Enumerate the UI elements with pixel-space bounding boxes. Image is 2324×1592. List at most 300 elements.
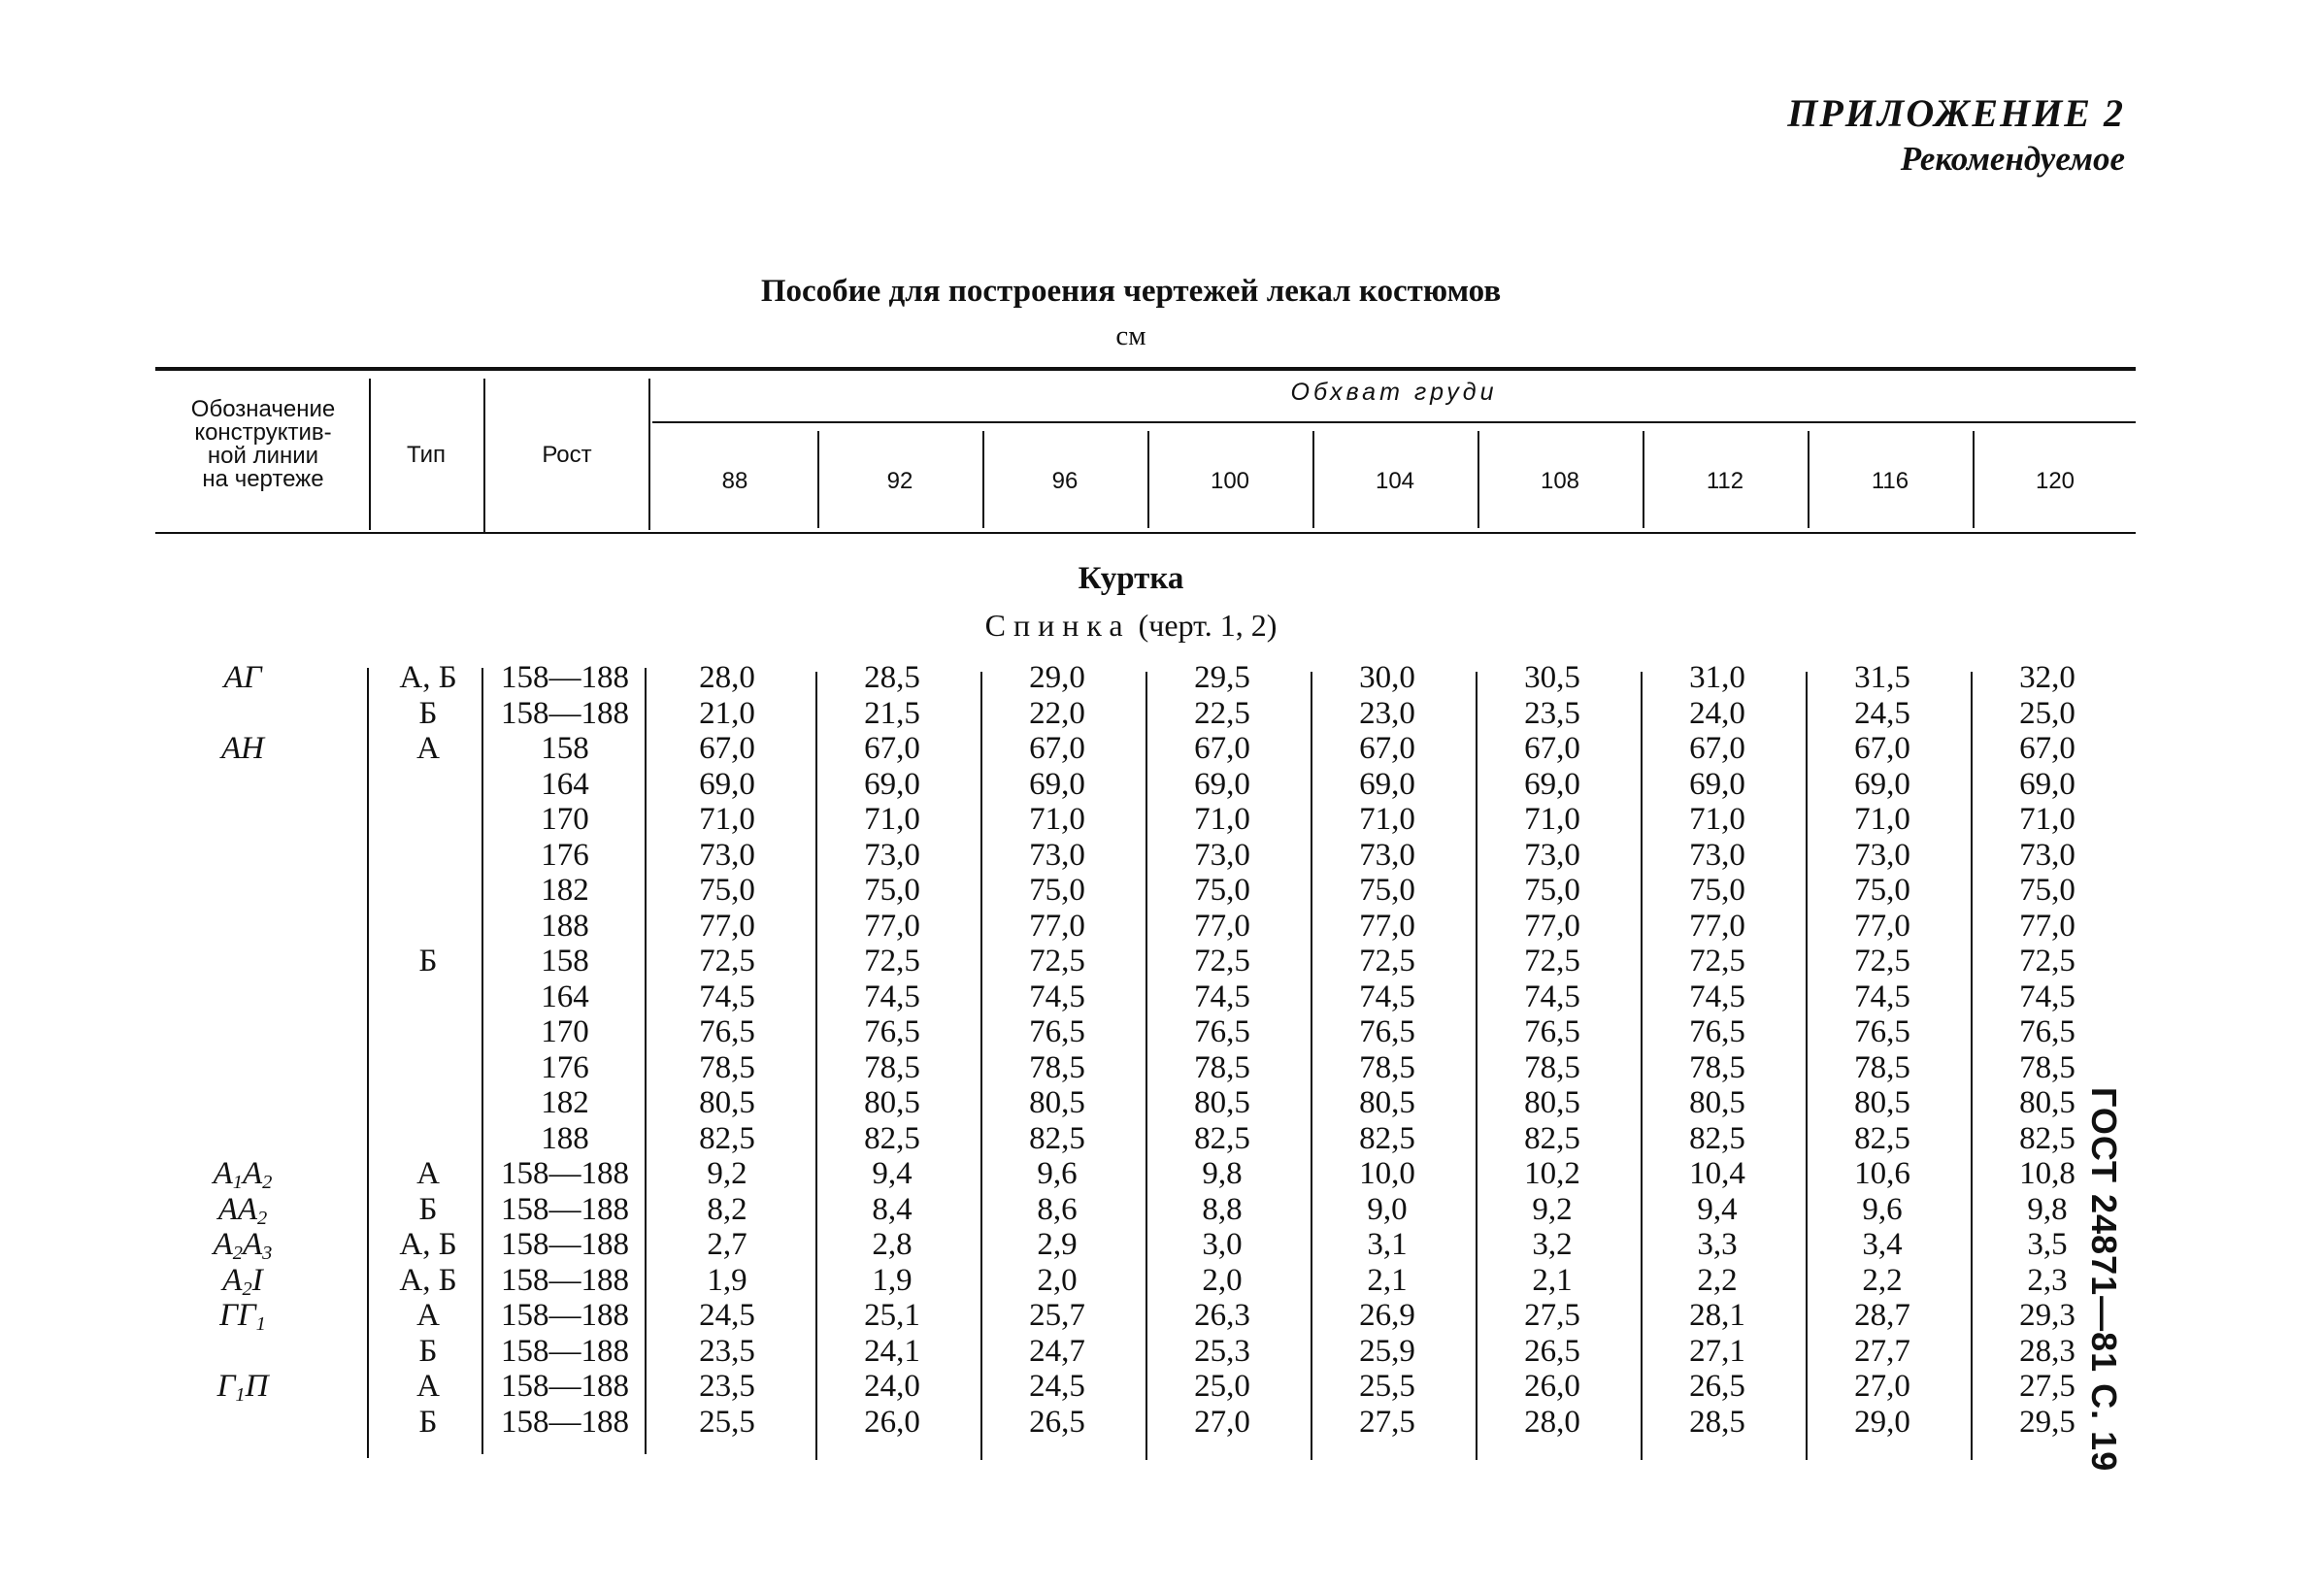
table-row xyxy=(0,1085,2262,1121)
header-size-divider xyxy=(1973,431,1975,528)
value-cell: 72,5 xyxy=(1854,944,1910,978)
value-cell: 74,5 xyxy=(1194,978,1250,1014)
designation-subscript: 2 xyxy=(232,1243,243,1265)
value-cell: 27,5 xyxy=(1359,1404,1415,1440)
value-cell: 2,1 xyxy=(1532,1262,1573,1298)
value-cell: 9,2 xyxy=(1532,1191,1573,1227)
value-cell: 25,9 xyxy=(1359,1333,1415,1369)
value-cell: 77,0 xyxy=(1029,908,1085,944)
value-cell: 69,0 xyxy=(1359,766,1415,802)
value-cell: 24,0 xyxy=(864,1369,920,1404)
type-cell xyxy=(377,1014,480,1050)
value-cell: 74,5 xyxy=(864,978,920,1014)
height-cell: 158 xyxy=(541,944,589,978)
type-cell xyxy=(377,979,480,1015)
designation-cell xyxy=(146,767,340,803)
designation-cell: $ГГ_1$ xyxy=(219,1298,266,1336)
subsection-ref: (черт. 1, 2) xyxy=(1138,608,1278,643)
height-cell: 158—188 xyxy=(501,1262,629,1298)
designation-cell xyxy=(146,1085,340,1121)
value-cell: 71,0 xyxy=(1524,802,1580,837)
designation-cell xyxy=(146,1405,340,1441)
header-size-divider xyxy=(1147,431,1149,528)
designation-subscript: 1 xyxy=(255,1313,266,1336)
value-cell: 29,5 xyxy=(2019,1404,2075,1440)
table-row xyxy=(0,767,2262,803)
header-vline-3 xyxy=(648,379,650,530)
table-row xyxy=(0,1121,2262,1157)
designation-cell: АГ xyxy=(223,660,262,695)
value-cell: 75,0 xyxy=(699,873,755,908)
value-cell: 2,0 xyxy=(1037,1262,1078,1298)
designation-subscript: 1 xyxy=(235,1384,246,1407)
designation-cell xyxy=(146,802,340,838)
value-cell: 24,0 xyxy=(1689,695,1745,731)
value-cell: 69,0 xyxy=(1029,766,1085,802)
value-cell: 80,5 xyxy=(1689,1085,1745,1120)
value-cell: 72,5 xyxy=(2019,944,2075,978)
value-cell: 75,0 xyxy=(1689,873,1745,908)
value-cell: 23,0 xyxy=(1359,695,1415,731)
value-cell: 71,0 xyxy=(1689,802,1745,837)
type-cell xyxy=(377,1121,480,1157)
value-cell: 1,9 xyxy=(872,1262,913,1298)
value-cell: 76,5 xyxy=(1194,1014,1250,1049)
value-cell: 25,3 xyxy=(1194,1333,1250,1369)
value-cell: 76,5 xyxy=(864,1014,920,1049)
value-cell: 72,5 xyxy=(699,944,755,978)
type-cell: Б xyxy=(418,1333,438,1369)
value-cell: 71,0 xyxy=(1854,802,1910,837)
value-cell: 25,0 xyxy=(2019,695,2075,731)
value-cell: 82,5 xyxy=(2019,1120,2075,1156)
header-size-divider xyxy=(1477,431,1479,528)
value-cell: 2,1 xyxy=(1367,1262,1408,1298)
value-cell: 80,5 xyxy=(1359,1085,1415,1120)
designation-cell xyxy=(146,873,340,909)
value-cell: 9,8 xyxy=(2027,1191,2068,1227)
value-cell: 26,5 xyxy=(1524,1333,1580,1369)
table-row xyxy=(0,1227,2262,1263)
value-cell: 26,5 xyxy=(1689,1369,1745,1404)
header-chest-group: Обхват груди xyxy=(1290,379,1498,406)
value-cell: 73,0 xyxy=(864,837,920,873)
value-cell: 29,5 xyxy=(1194,660,1250,695)
table-row xyxy=(0,979,2262,1015)
value-cell: 3,4 xyxy=(1862,1227,1903,1262)
designation-cell: $А_1А_2$ xyxy=(213,1156,273,1194)
value-cell: 9,6 xyxy=(1037,1156,1078,1191)
table-row xyxy=(0,1298,2262,1334)
value-cell: 75,0 xyxy=(1194,873,1250,908)
value-cell: 77,0 xyxy=(1854,908,1910,944)
value-cell: 28,7 xyxy=(1854,1298,1910,1333)
designation-cell xyxy=(146,1014,340,1050)
value-cell: 67,0 xyxy=(1029,731,1085,766)
value-cell: 2,8 xyxy=(872,1227,913,1262)
table-row xyxy=(0,802,2262,838)
header-bottom-rule xyxy=(155,532,2136,534)
table-row xyxy=(0,1263,2262,1299)
value-cell: 75,0 xyxy=(1524,873,1580,908)
value-cell: 73,0 xyxy=(1359,837,1415,873)
value-cell: 24,5 xyxy=(1029,1369,1085,1404)
value-cell: 8,2 xyxy=(707,1191,747,1227)
type-cell xyxy=(377,838,480,874)
value-cell: 31,5 xyxy=(1854,660,1910,695)
height-cell: 170 xyxy=(541,802,589,837)
value-cell: 26,0 xyxy=(1524,1369,1580,1404)
table-row xyxy=(0,1192,2262,1228)
value-cell: 77,0 xyxy=(1689,908,1745,944)
value-cell: 71,0 xyxy=(1194,802,1250,837)
value-cell: 78,5 xyxy=(1194,1049,1250,1085)
value-cell: 75,0 xyxy=(1854,873,1910,908)
value-cell: 78,5 xyxy=(1029,1049,1085,1085)
height-cell: 164 xyxy=(541,766,589,802)
value-cell: 9,4 xyxy=(872,1156,913,1191)
type-cell: А, Б xyxy=(399,1262,457,1298)
height-cell: 182 xyxy=(541,1085,589,1120)
height-cell: 158—188 xyxy=(501,1191,629,1227)
value-cell: 22,5 xyxy=(1194,695,1250,731)
value-cell: 82,5 xyxy=(1854,1120,1910,1156)
value-cell: 78,5 xyxy=(699,1049,755,1085)
value-cell: 80,5 xyxy=(1524,1085,1580,1120)
table-row xyxy=(0,1156,2262,1192)
value-cell: 77,0 xyxy=(864,908,920,944)
group-rule xyxy=(652,421,2136,423)
value-cell: 67,0 xyxy=(1689,731,1745,766)
value-cell: 10,4 xyxy=(1689,1156,1745,1191)
type-cell: Б xyxy=(418,695,438,731)
value-cell: 27,0 xyxy=(1194,1404,1250,1440)
value-cell: 71,0 xyxy=(1029,802,1085,837)
height-cell: 188 xyxy=(541,908,589,944)
table-row xyxy=(0,1050,2262,1086)
value-cell: 10,2 xyxy=(1524,1156,1580,1191)
value-cell: 75,0 xyxy=(1029,873,1085,908)
value-cell: 74,5 xyxy=(1029,978,1085,1014)
value-cell: 69,0 xyxy=(1524,766,1580,802)
value-cell: 23,5 xyxy=(699,1333,755,1369)
value-cell: 2,2 xyxy=(1697,1262,1738,1298)
value-cell: 9,4 xyxy=(1697,1191,1738,1227)
value-cell: 32,0 xyxy=(2019,660,2075,695)
value-cell: 75,0 xyxy=(1359,873,1415,908)
height-cell: 188 xyxy=(541,1120,589,1156)
value-cell: 28,5 xyxy=(864,660,920,695)
value-cell: 77,0 xyxy=(2019,908,2075,944)
value-cell: 73,0 xyxy=(1194,837,1250,873)
header-size-divider xyxy=(1808,431,1809,528)
value-cell: 10,0 xyxy=(1359,1156,1415,1191)
value-cell: 25,1 xyxy=(864,1298,920,1333)
value-cell: 71,0 xyxy=(864,802,920,837)
designation-subscript: 2 xyxy=(257,1207,268,1229)
value-cell: 82,5 xyxy=(864,1120,920,1156)
value-cell: 69,0 xyxy=(2019,766,2075,802)
header-size-divider xyxy=(1643,431,1644,528)
value-cell: 71,0 xyxy=(2019,802,2075,837)
value-cell: 80,5 xyxy=(1194,1085,1250,1120)
value-cell: 73,0 xyxy=(1029,837,1085,873)
type-cell: А xyxy=(416,731,440,766)
designation-cell: $А_2I$ xyxy=(222,1262,263,1300)
value-cell: 73,0 xyxy=(1524,837,1580,873)
value-cell: 30,5 xyxy=(1524,660,1580,695)
value-cell: 21,5 xyxy=(864,695,920,731)
header-designation: Обозначение конструктив- ной линии на чертеже xyxy=(190,396,336,492)
table-row xyxy=(0,1014,2262,1050)
value-cell: 3,3 xyxy=(1697,1227,1738,1262)
type-cell: А, Б xyxy=(399,660,457,695)
value-cell: 2,3 xyxy=(2027,1262,2068,1298)
chest-size-120: 120 xyxy=(2035,468,2075,494)
value-cell: 69,0 xyxy=(699,766,755,802)
value-cell: 29,3 xyxy=(2019,1298,2075,1333)
gost-side-label: ГОСТ 24871—81 С. 19 xyxy=(2084,1087,2124,1473)
table-row xyxy=(0,838,2262,874)
type-cell: Б xyxy=(418,944,438,978)
value-cell: 26,5 xyxy=(1029,1404,1085,1440)
height-cell: 158—188 xyxy=(501,1227,629,1262)
value-cell: 69,0 xyxy=(1854,766,1910,802)
chest-size-92: 92 xyxy=(886,468,913,494)
section-subtitle xyxy=(0,608,2262,644)
designation-cell: $А_2А_3$ xyxy=(213,1227,273,1265)
value-cell: 76,5 xyxy=(1689,1014,1745,1049)
height-cell: 158—188 xyxy=(501,695,629,731)
value-cell: 82,5 xyxy=(1359,1120,1415,1156)
type-cell xyxy=(377,802,480,838)
value-cell: 72,5 xyxy=(1524,944,1580,978)
designation-cell xyxy=(146,1121,340,1157)
value-cell: 82,5 xyxy=(1524,1120,1580,1156)
value-cell: 23,5 xyxy=(699,1369,755,1404)
value-cell: 76,5 xyxy=(699,1014,755,1049)
value-cell: 25,7 xyxy=(1029,1298,1085,1333)
unit-label: см xyxy=(1115,320,1146,351)
value-cell: 26,0 xyxy=(864,1404,920,1440)
height-cell: 158—188 xyxy=(501,1156,629,1191)
value-cell: 28,3 xyxy=(2019,1333,2075,1369)
designation-cell xyxy=(146,838,340,874)
height-cell: 158—188 xyxy=(501,1369,629,1404)
value-cell: 1,9 xyxy=(707,1262,747,1298)
value-cell: 82,5 xyxy=(699,1120,755,1156)
value-cell: 9,2 xyxy=(707,1156,747,1191)
value-cell: 80,5 xyxy=(2019,1085,2075,1120)
designation-subscript: 2 xyxy=(262,1172,273,1194)
table-top-rule xyxy=(155,367,2136,371)
value-cell: 73,0 xyxy=(2019,837,2075,873)
appendix-status: Рекомендуемое xyxy=(1900,140,2125,178)
table-row xyxy=(0,696,2262,732)
value-cell: 9,8 xyxy=(1202,1156,1243,1191)
type-cell: А xyxy=(416,1298,440,1333)
value-cell: 67,0 xyxy=(1854,731,1910,766)
type-cell: А xyxy=(416,1156,440,1191)
value-cell: 9,6 xyxy=(1862,1191,1903,1227)
value-cell: 3,0 xyxy=(1202,1227,1243,1262)
value-cell: 27,5 xyxy=(1524,1298,1580,1333)
value-cell: 25,5 xyxy=(699,1404,755,1440)
height-cell: 176 xyxy=(541,837,589,873)
value-cell: 25,5 xyxy=(1359,1369,1415,1404)
value-cell: 26,9 xyxy=(1359,1298,1415,1333)
value-cell: 78,5 xyxy=(1359,1049,1415,1085)
value-cell: 28,5 xyxy=(1689,1404,1745,1440)
value-cell: 26,3 xyxy=(1194,1298,1250,1333)
table-row xyxy=(0,944,2262,979)
value-cell: 78,5 xyxy=(1689,1049,1745,1085)
value-cell: 24,5 xyxy=(699,1298,755,1333)
type-cell: А xyxy=(416,1369,440,1404)
value-cell: 71,0 xyxy=(1359,802,1415,837)
type-cell: Б xyxy=(418,1191,438,1227)
value-cell: 28,1 xyxy=(1689,1298,1745,1333)
value-cell: 74,5 xyxy=(1359,978,1415,1014)
designation-subscript: 1 xyxy=(232,1172,243,1194)
value-cell: 69,0 xyxy=(864,766,920,802)
chest-size-108: 108 xyxy=(1540,468,1580,494)
value-cell: 9,0 xyxy=(1367,1191,1408,1227)
value-cell: 67,0 xyxy=(1194,731,1250,766)
designation-cell xyxy=(146,1334,340,1370)
header-type: Тип xyxy=(406,442,446,468)
value-cell: 82,5 xyxy=(1194,1120,1250,1156)
value-cell: 29,0 xyxy=(1029,660,1085,695)
value-cell: 75,0 xyxy=(864,873,920,908)
designation-cell: $АА_2$ xyxy=(217,1191,268,1229)
value-cell: 3,2 xyxy=(1532,1227,1573,1262)
value-cell: 76,5 xyxy=(1359,1014,1415,1049)
value-cell: 72,5 xyxy=(1359,944,1415,978)
value-cell: 24,1 xyxy=(864,1333,920,1369)
value-cell: 73,0 xyxy=(1689,837,1745,873)
value-cell: 75,0 xyxy=(2019,873,2075,908)
type-cell: Б xyxy=(418,1404,438,1440)
value-cell: 76,5 xyxy=(1524,1014,1580,1049)
value-cell: 2,7 xyxy=(707,1227,747,1262)
section-title: Куртка xyxy=(1078,561,1184,596)
value-cell: 80,5 xyxy=(864,1085,920,1120)
value-cell: 72,5 xyxy=(864,944,920,978)
designation-cell xyxy=(146,909,340,945)
table-row xyxy=(0,731,2262,767)
height-cell: 176 xyxy=(541,1049,589,1085)
height-cell: 170 xyxy=(541,1014,589,1049)
table-row xyxy=(0,1405,2262,1441)
value-cell: 67,0 xyxy=(1524,731,1580,766)
value-cell: 77,0 xyxy=(1194,908,1250,944)
value-cell: 22,0 xyxy=(1029,695,1085,731)
table-row xyxy=(0,873,2262,909)
value-cell: 78,5 xyxy=(864,1049,920,1085)
page-title: Пособие для построения чертежей лекал костюмов xyxy=(760,274,1502,309)
value-cell: 73,0 xyxy=(1854,837,1910,873)
value-cell: 24,5 xyxy=(1854,695,1910,731)
value-cell: 24,7 xyxy=(1029,1333,1085,1369)
type-cell xyxy=(377,1050,480,1086)
height-cell: 158—188 xyxy=(501,1298,629,1333)
value-cell: 67,0 xyxy=(1359,731,1415,766)
value-cell: 27,1 xyxy=(1689,1333,1745,1369)
value-cell: 3,5 xyxy=(2027,1227,2068,1262)
height-cell: 158—188 xyxy=(501,660,629,695)
table-row xyxy=(0,660,2262,696)
value-cell: 73,0 xyxy=(699,837,755,873)
type-cell xyxy=(377,1085,480,1121)
table-row xyxy=(0,1369,2262,1405)
designation-cell: АН xyxy=(221,731,264,766)
chest-size-96: 96 xyxy=(1051,468,1079,494)
value-cell: 2,0 xyxy=(1202,1262,1243,1298)
designation-cell xyxy=(146,979,340,1015)
value-cell: 2,2 xyxy=(1862,1262,1903,1298)
chest-size-116: 116 xyxy=(1871,468,1909,494)
value-cell: 27,0 xyxy=(1854,1369,1910,1404)
designation-cell: $Г_1П$ xyxy=(216,1369,269,1407)
value-cell: 67,0 xyxy=(699,731,755,766)
value-cell: 10,6 xyxy=(1854,1156,1910,1191)
height-cell: 158 xyxy=(541,731,589,766)
value-cell: 72,5 xyxy=(1194,944,1250,978)
value-cell: 31,0 xyxy=(1689,660,1745,695)
value-cell: 76,5 xyxy=(1854,1014,1910,1049)
value-cell: 27,5 xyxy=(2019,1369,2075,1404)
appendix-number: ПРИЛОЖЕНИЕ 2 xyxy=(1787,91,2125,135)
value-cell: 28,0 xyxy=(699,660,755,695)
value-cell: 8,8 xyxy=(1202,1191,1243,1227)
type-cell xyxy=(377,909,480,945)
value-cell: 80,5 xyxy=(1029,1085,1085,1120)
value-cell: 76,5 xyxy=(2019,1014,2075,1049)
value-cell: 8,6 xyxy=(1037,1191,1078,1227)
type-cell xyxy=(377,873,480,909)
type-cell xyxy=(377,767,480,803)
value-cell: 72,5 xyxy=(1689,944,1745,978)
chest-size-112: 112 xyxy=(1706,468,1744,494)
designation-cell xyxy=(146,696,340,732)
designation-subscript: 3 xyxy=(262,1243,273,1265)
height-cell: 158—188 xyxy=(501,1404,629,1440)
value-cell: 21,0 xyxy=(699,695,755,731)
value-cell: 74,5 xyxy=(699,978,755,1014)
value-cell: 67,0 xyxy=(864,731,920,766)
chest-size-104: 104 xyxy=(1375,468,1415,494)
value-cell: 69,0 xyxy=(1689,766,1745,802)
value-cell: 72,5 xyxy=(1029,944,1085,978)
value-cell: 2,9 xyxy=(1037,1227,1078,1262)
value-cell: 77,0 xyxy=(699,908,755,944)
value-cell: 74,5 xyxy=(1689,978,1745,1014)
value-cell: 30,0 xyxy=(1359,660,1415,695)
value-cell: 82,5 xyxy=(1689,1120,1745,1156)
table-row xyxy=(0,909,2262,945)
designation-cell xyxy=(146,1050,340,1086)
value-cell: 69,0 xyxy=(1194,766,1250,802)
value-cell: 80,5 xyxy=(1854,1085,1910,1120)
value-cell: 67,0 xyxy=(2019,731,2075,766)
value-cell: 74,5 xyxy=(1524,978,1580,1014)
value-cell: 78,5 xyxy=(2019,1049,2075,1085)
header-size-divider xyxy=(817,431,819,528)
table-row xyxy=(0,1334,2262,1370)
value-cell: 28,0 xyxy=(1524,1404,1580,1440)
header-size-divider xyxy=(1312,431,1314,528)
